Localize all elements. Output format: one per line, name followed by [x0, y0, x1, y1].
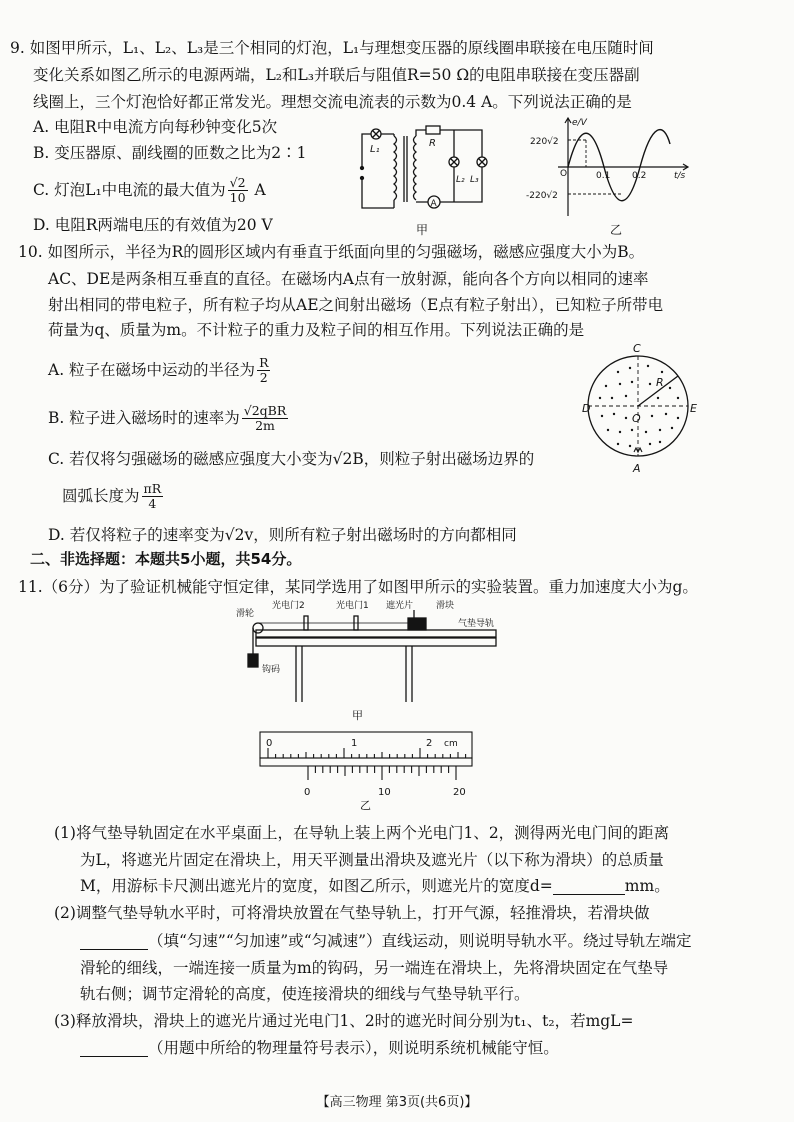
main-scale-unit: cm: [444, 739, 458, 749]
graph-y-axis-label: e/V: [572, 118, 587, 128]
point-a-label: A: [633, 462, 641, 475]
vernier-scale-ticks: [308, 766, 456, 780]
photogate-2-label: 光电门2: [272, 601, 305, 611]
photogate-1-label: 光电门1: [336, 601, 369, 611]
hook-weight-icon: [248, 654, 258, 667]
q11-vernier-caliper: [256, 728, 478, 800]
q11-part2-line3: 滑轮的细线，一端连接一质量为m的钩码，另一端连在滑块上，先将滑块固定在气垫导: [80, 959, 669, 977]
q9-option-d: D. 电阻R两端电压的有效值为20 V: [33, 216, 273, 234]
ammeter-label: A: [430, 199, 437, 209]
q10-option-d: D. 若仅将粒子的速率变为√2v，则所有粒子射出磁场时的方向都相同: [48, 526, 517, 544]
hook-weight-label: 钩码: [262, 665, 281, 675]
q10-option-c-line2: 圆弧长度为 $\frac{\pi R}{4}$: [62, 481, 162, 512]
q9-option-a: A. 电阻R中电流方向每秒钟变化5次: [33, 118, 278, 136]
lamp-l2-label: L₂: [456, 175, 465, 185]
pulley-label: 滑轮: [236, 609, 255, 619]
q9-stem-line1: 9. 如图甲所示，L₁、L₂、L₃是三个相同的灯泡，L₁与理想变压器的原线圈串联接在电压随时间: [10, 39, 654, 57]
q11-part1-line3: M，用游标卡尺测出遮光片的宽度，如图乙所示，则遮光片的宽度d= mm。: [80, 877, 670, 895]
q9-stem-line2: 变化关系如图乙所示的电源两端，L₂和L₃并联后与阻值R=50 Ω的电阻串联接在变压器副: [33, 66, 640, 84]
page-footer: 【高三物理 第3页(共6页)】: [316, 1095, 478, 1110]
q11-part2-line4: 轨右侧；调节定滑轮的高度，使连接滑块的细线与气垫导轨平行。: [80, 985, 530, 1003]
q9-stem-line3: 线圈上，三个灯泡恰好都正常发光。理想交流电流表的示数为0.4 A。下列说法正确的是: [33, 93, 632, 111]
vernier-scale-20: 20: [453, 787, 466, 798]
air-track-icon: [256, 630, 496, 637]
q9-option-c: C. 灯泡L₁中电流的最大值为 $\frac{√2}{10}$ A: [33, 175, 266, 206]
vernier-scale-10: 10: [378, 787, 391, 798]
graph-x-axis-label: t/s: [674, 171, 686, 181]
q9-voltage-graph: [524, 116, 694, 218]
q11-part3-line1: (3)释放滑块，滑块上的遮光片通过光电门1、2时的遮光时间分别为t₁、t₂，若mgL=: [54, 1012, 634, 1030]
graph-origin-label: O: [560, 169, 568, 179]
graph-tick-2: 0.2: [632, 171, 647, 181]
resistor-r-label: R: [429, 138, 436, 149]
main-scale-ticks: [268, 748, 466, 758]
q9-option-b: B. 变压器原、副线圈的匝数之比为2∶1: [33, 144, 307, 162]
q9-figure-jia-caption: 甲: [416, 223, 429, 237]
q11-figure-jia-caption: 甲: [352, 709, 363, 722]
main-scale-0: 0: [266, 738, 273, 749]
q11-part1-line1: (1)将气垫导轨固定在水平桌面上，在导轨上装上两个光电门1、2，测得两光电门间的距离: [54, 824, 670, 842]
point-d-label: D: [582, 402, 591, 415]
point-c-label: C: [633, 342, 641, 355]
width-d-answer-blank[interactable]: [553, 882, 625, 895]
table-top-icon: [256, 638, 496, 646]
q10-option-a-fraction: $\frac{R}{2}$: [259, 355, 269, 386]
shade-plate-label: 遮光片: [386, 601, 414, 611]
pulley-icon: [253, 623, 263, 633]
q11-part3-line2: （用题中所给的物理量符号表示），则说明系统机械能守恒。: [80, 1041, 559, 1057]
main-scale-icon: [260, 732, 472, 758]
vernier-scale-0: 0: [304, 787, 311, 798]
q11-part2-line2: （填“匀速”“匀加速”或“匀减速”）直线运动，则说明导轨水平。绕过导轨左端定: [80, 934, 692, 950]
q9-circuit-diagram: [352, 122, 492, 230]
main-scale-2: 2: [426, 738, 433, 749]
radius-r-label: R: [656, 376, 664, 389]
q10-option-c-line1: C. 若仅将匀强磁场的磁感应强度大小变为√2B，则粒子射出磁场边界的: [48, 450, 535, 468]
q10-stem-line2: AC、DE是两条相互垂直的直径。在磁场内A点有一放射源，能向各个方向以相同的速率: [48, 270, 649, 288]
energy-expression-answer-blank[interactable]: [80, 1044, 148, 1057]
air-track-label: 气垫导轨: [458, 619, 495, 629]
main-scale-1: 1: [351, 738, 358, 749]
q10-stem-line1: 10. 如图所示，半径为R的圆形区域内有垂直于纸面向里的匀强磁场，磁感应强度大小为B。: [18, 243, 645, 261]
point-e-label: E: [690, 402, 697, 415]
motion-type-answer-blank[interactable]: [80, 937, 148, 950]
q10-option-a: A. 粒子在磁场中运动的半径为 $\frac{R}{2}$: [48, 355, 269, 386]
slider-label: 滑块: [436, 601, 455, 611]
lamp-l1-label: L₁: [370, 144, 380, 155]
q11-part2-line1: (2)调整气垫导轨水平时，可将滑块放置在气垫导轨上，打开气源，轻推滑块，若滑块做: [54, 904, 650, 922]
q10-stem-line4: 荷量为q、质量为m。不计粒子的重力及粒子间的相互作用。下列说法正确的是: [48, 321, 585, 339]
graph-tick-1: 0.1: [596, 171, 611, 181]
q10-option-b: B. 粒子进入磁场时的速率为 $\frac{\text{√2qBR}}{2m}$: [48, 403, 287, 434]
graph-y-max-label: 220√2: [530, 137, 559, 147]
graph-y-min-label: -220√2: [526, 191, 558, 201]
q11-figure-yi-caption: 乙: [360, 799, 371, 812]
q11-part1-line2: 为L，将遮光片固定在滑块上，用天平测量出滑块及遮光片（以下称为滑块）的总质量: [80, 851, 664, 869]
q10-option-c-fraction: $\frac{\pi R}{4}$: [143, 481, 162, 512]
q10-stem-line3: 射出相同的带电粒子，所有粒子均从AE之间射出磁场（E点有粒子射出），已知粒子所带电: [48, 296, 664, 314]
resistor-r-icon: [426, 126, 440, 134]
q10-magnetic-field-diagram: [582, 342, 712, 484]
lamp-l3-label: L₃: [470, 175, 479, 185]
q9-option-c-fraction: $\frac{√2}{10}$: [229, 175, 246, 206]
q9-figure-yi-caption: 乙: [610, 223, 623, 237]
section-2-heading: 二、非选择题：本题共5小题，共54分。: [30, 550, 302, 568]
slider-icon: [408, 618, 426, 630]
center-o-label: O: [632, 412, 641, 425]
q11-air-track-apparatus: [236, 598, 526, 706]
q10-option-b-fraction: $\frac{\text{√2qBR}}{2m}$: [243, 403, 287, 434]
q11-stem: 11.（6分）为了验证机械能守恒定律，某同学选用了如图甲所示的实验装置。重力加速度大小为g。: [18, 578, 698, 596]
